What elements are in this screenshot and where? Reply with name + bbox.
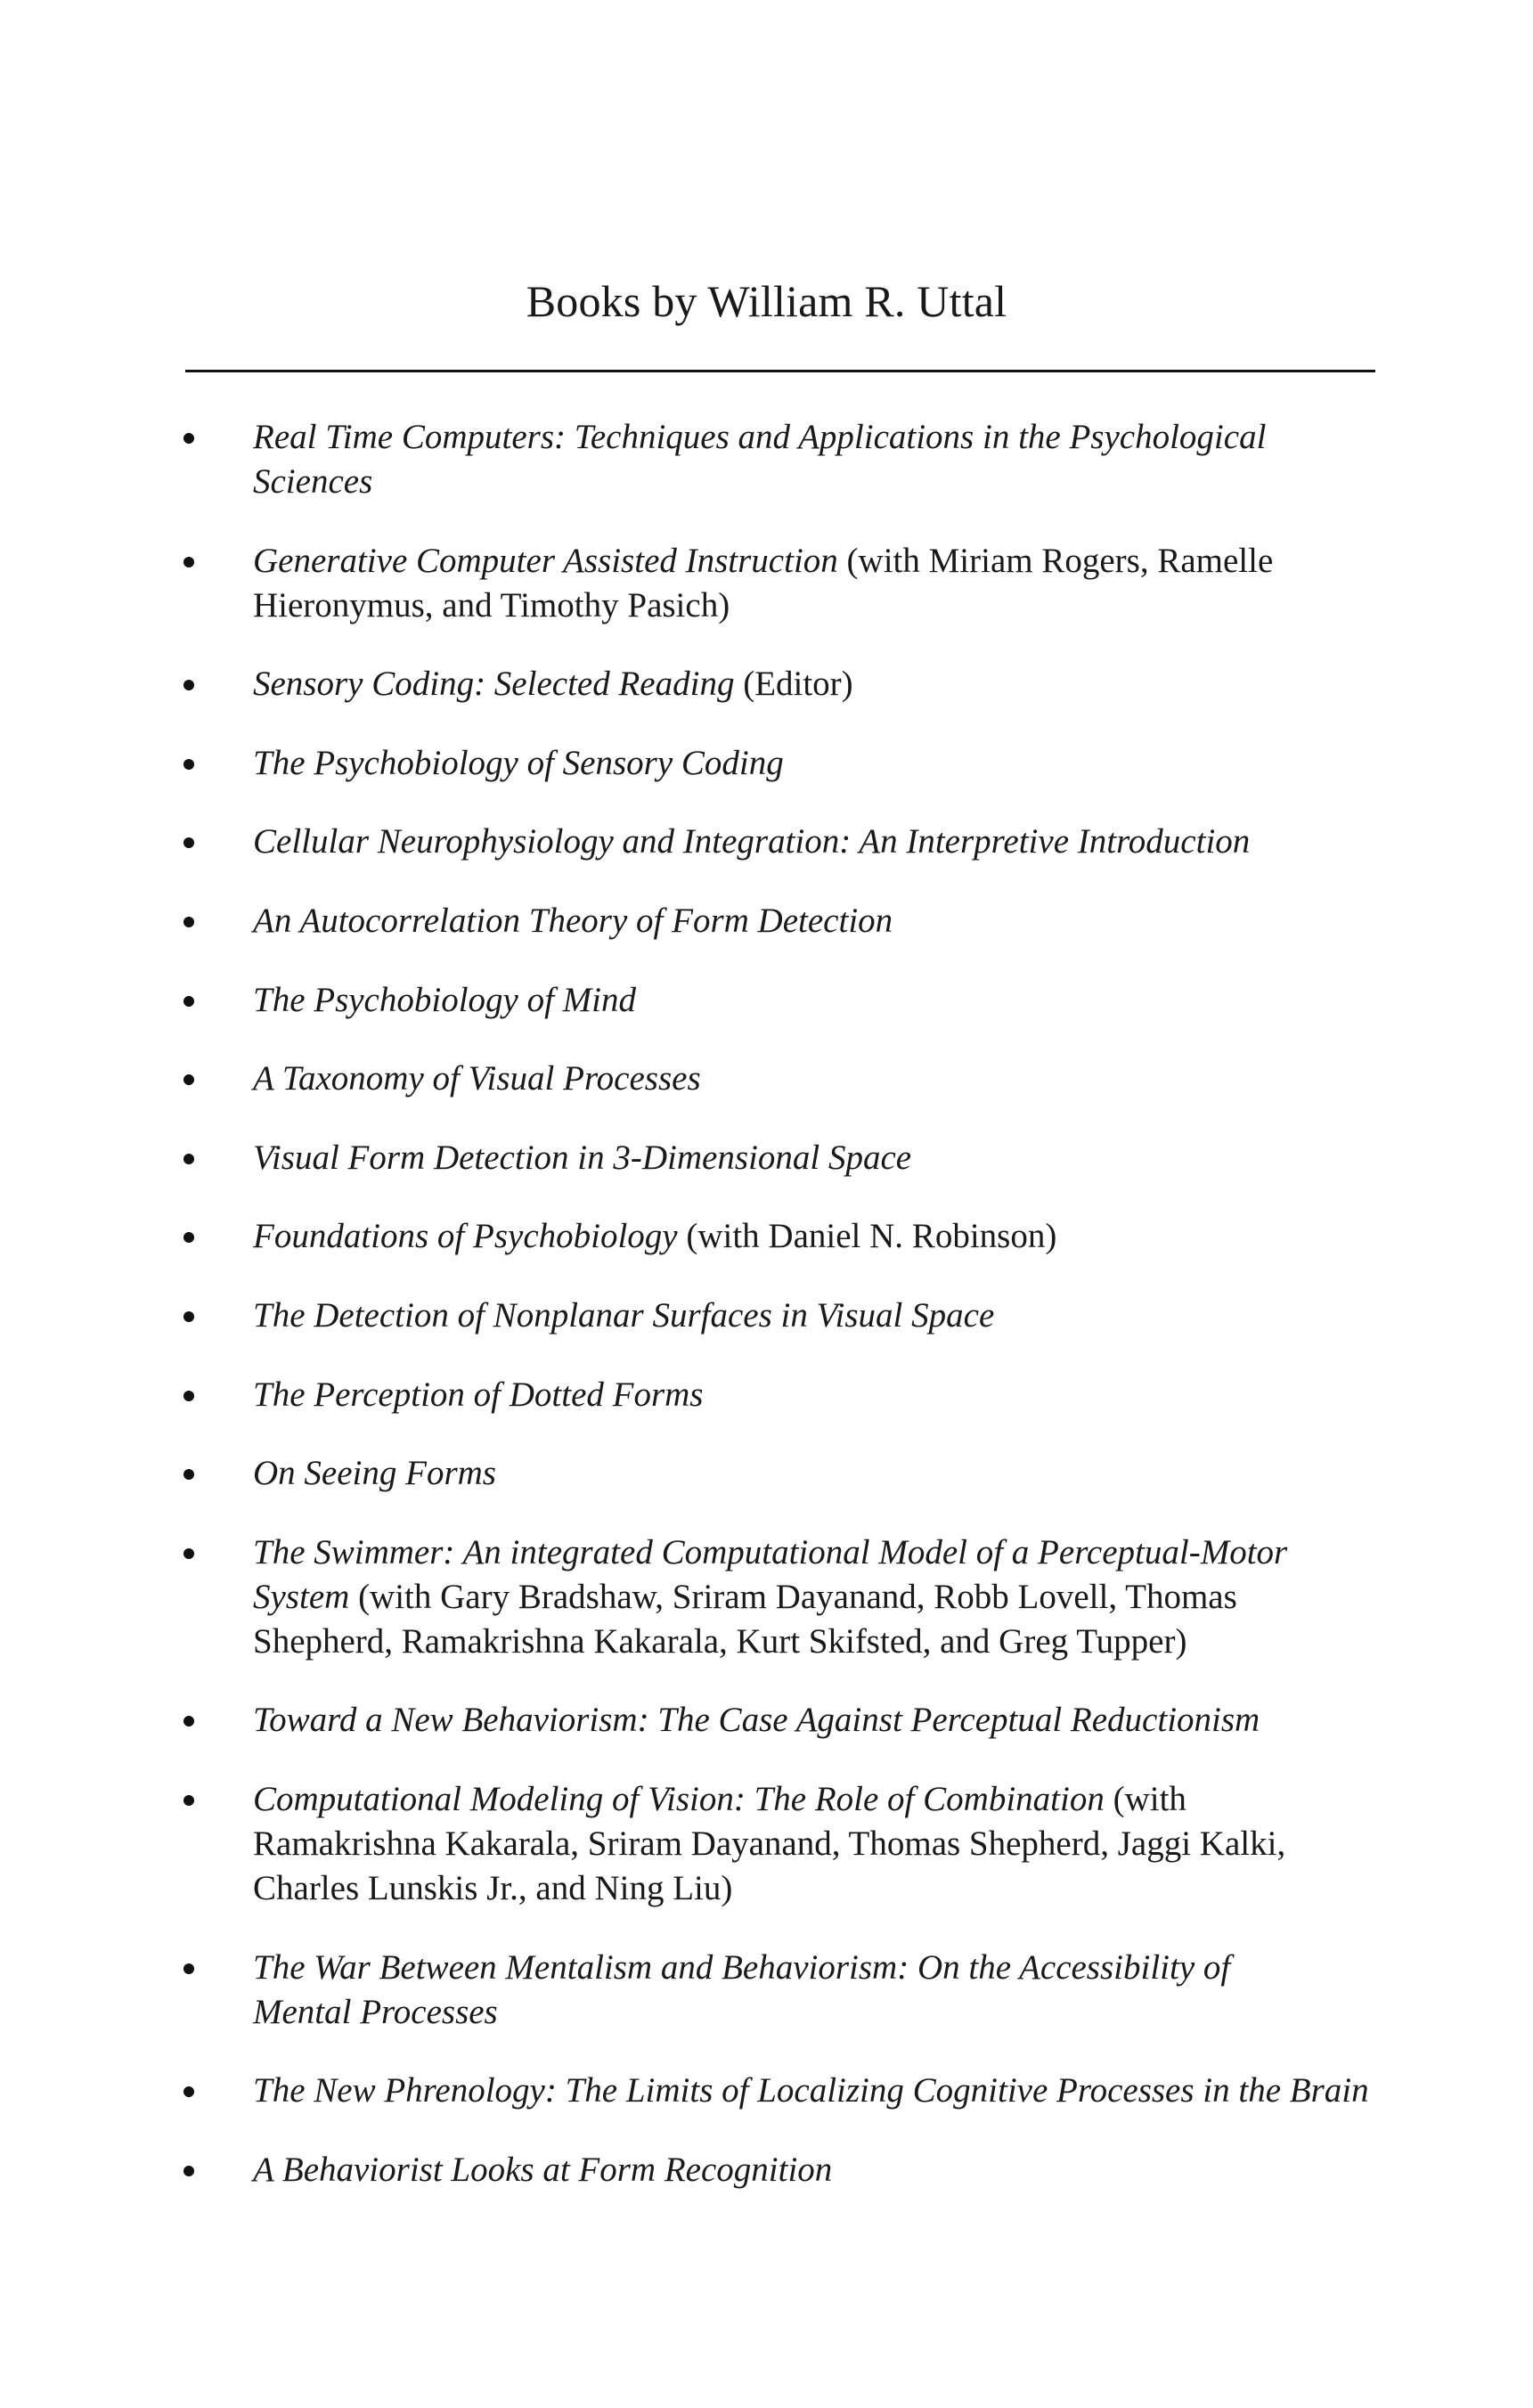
book-entry: [0, 415, 1533, 504]
bullet-icon: [183, 1963, 194, 1974]
book-line: [253, 415, 1497, 460]
book-title: On Seeing Forms: [253, 1454, 496, 1493]
book-line: [253, 1294, 1497, 1338]
book-entry: [0, 1946, 1533, 2035]
book-note: (Editor): [734, 665, 853, 704]
book-title: The Psychobiology of Sensory Coding: [253, 743, 784, 782]
book-note: Ramakrishna Kakarala, Sriram Dayanand, Thomas Shepherd, Jaggi Kalki,: [253, 1824, 1286, 1863]
book-note: (with Gary Bradshaw, Sriram Dayanand, Robb Lovell, Thomas: [349, 1577, 1237, 1616]
book-list: [0, 415, 1533, 2226]
bullet-icon: [183, 1154, 194, 1164]
book-line: [253, 1451, 1497, 1496]
book-line: [253, 460, 1497, 504]
book-title: Mental Processes: [253, 1992, 498, 2031]
bullet-icon: [183, 2166, 194, 2176]
book-entry: [0, 1057, 1533, 1101]
book-line: [253, 1575, 1497, 1620]
bullet-icon: [183, 1311, 194, 1322]
book-title: An Autocorrelation Theory of Form Detection: [253, 901, 893, 940]
book-entry: [0, 662, 1533, 706]
book-entry: [0, 2148, 1533, 2192]
book-note: (with Miriam Rogers, Ramelle: [837, 541, 1274, 580]
book-line: [253, 2069, 1497, 2113]
book-line: [253, 1136, 1497, 1180]
book-title: Generative Computer Assisted Instruction: [253, 541, 838, 580]
book-line: [253, 741, 1497, 786]
book-line: [253, 662, 1497, 706]
book-line: [253, 1214, 1497, 1259]
book-entry: [0, 1451, 1533, 1496]
book-line: [253, 539, 1497, 584]
book-entry: [0, 1214, 1533, 1259]
bullet-icon: [183, 1716, 194, 1726]
book-title: Computational Modeling of Vision: The Role of Combination: [253, 1779, 1105, 1818]
book-title: A Taxonomy of Visual Processes: [253, 1059, 701, 1098]
bullet-icon: [183, 1795, 194, 1806]
bullet-icon: [183, 1232, 194, 1243]
book-title: Visual Form Detection in 3-Dimensional Space: [253, 1138, 912, 1177]
book-title: The Swimmer: An integrated Computational Model of a Perceptual-Motor: [253, 1532, 1288, 1571]
book-line: [253, 820, 1497, 864]
bullet-icon: [183, 433, 194, 444]
book-line: [253, 1373, 1497, 1417]
page-title: Books by William R. Uttal: [526, 276, 1007, 326]
book-note: (with Daniel N. Robinson): [677, 1217, 1057, 1256]
book-title: Sensory Coding: Selected Reading: [253, 665, 735, 704]
book-line: [253, 584, 1497, 628]
book-note: Hieronymus, and Timothy Pasich): [253, 585, 730, 624]
book-line: [253, 1946, 1497, 1990]
book-entry: [0, 1698, 1533, 1743]
book-note: Charles Lunskis Jr., and Ning Liu): [253, 1868, 733, 1907]
book-title: System: [253, 1577, 350, 1616]
book-entry: [0, 1531, 1533, 1664]
bullet-icon: [183, 996, 194, 1007]
book-title: The War Between Mentalism and Behaviorism: On the Accessibility of: [253, 1947, 1231, 1987]
bullet-icon: [183, 680, 194, 690]
bullet-icon: [183, 837, 194, 848]
book-title: A Behaviorist Looks at Form Recognition: [253, 2150, 833, 2189]
book-entry: [0, 1294, 1533, 1338]
bullet-icon: [183, 1548, 194, 1559]
bullet-icon: [183, 917, 194, 927]
book-line: [253, 1990, 1497, 2035]
book-line: [253, 899, 1497, 943]
book-title: The Psychobiology of Mind: [253, 980, 637, 1019]
book-line: [253, 1531, 1497, 1575]
book-entry: [0, 539, 1533, 628]
title-rule: [185, 370, 1375, 372]
book-entry: [0, 741, 1533, 786]
book-title: The New Phrenology: The Limits of Localizing Cognitive Processes in the Brain: [253, 2071, 1369, 2110]
book-line: [253, 1866, 1497, 1911]
book-line: [253, 1698, 1497, 1743]
book-line: [253, 1057, 1497, 1101]
book-title: Real Time Computers: Techniques and Applications in the Psychological: [253, 418, 1267, 456]
book-entry: [0, 978, 1533, 1023]
bullet-icon: [183, 1469, 194, 1480]
bullet-icon: [183, 2086, 194, 2097]
book-title: The Perception of Dotted Forms: [253, 1375, 704, 1414]
book-entry: [0, 1777, 1533, 1911]
book-entry: [0, 1136, 1533, 1180]
bullet-icon: [183, 759, 194, 770]
book-line: [253, 1777, 1497, 1822]
book-line: [253, 978, 1497, 1023]
book-line: [253, 2148, 1497, 2192]
bullet-icon: [183, 1074, 194, 1085]
book-line: [253, 1822, 1497, 1866]
book-title: Toward a New Behaviorism: The Case Against Perceptual Reductionism: [253, 1701, 1260, 1740]
book-note: (with: [1104, 1779, 1186, 1818]
book-entry: [0, 899, 1533, 943]
book-title: The Detection of Nonplanar Surfaces in Visual Space: [253, 1295, 995, 1335]
book-line: [253, 1620, 1497, 1664]
book-entry: [0, 820, 1533, 864]
book-title: Sciences: [253, 462, 373, 501]
book-entry: [0, 2069, 1533, 2113]
bullet-icon: [183, 1391, 194, 1401]
book-title: Foundations of Psychobiology: [253, 1217, 678, 1256]
book-title: Cellular Neurophysiology and Integration: An Interpretive Introduction: [253, 822, 1251, 861]
bullet-icon: [183, 557, 194, 567]
book-note: Shepherd, Ramakrishna Kakarala, Kurt Skifsted, and Greg Tupper): [253, 1621, 1187, 1661]
book-entry: [0, 1373, 1533, 1417]
